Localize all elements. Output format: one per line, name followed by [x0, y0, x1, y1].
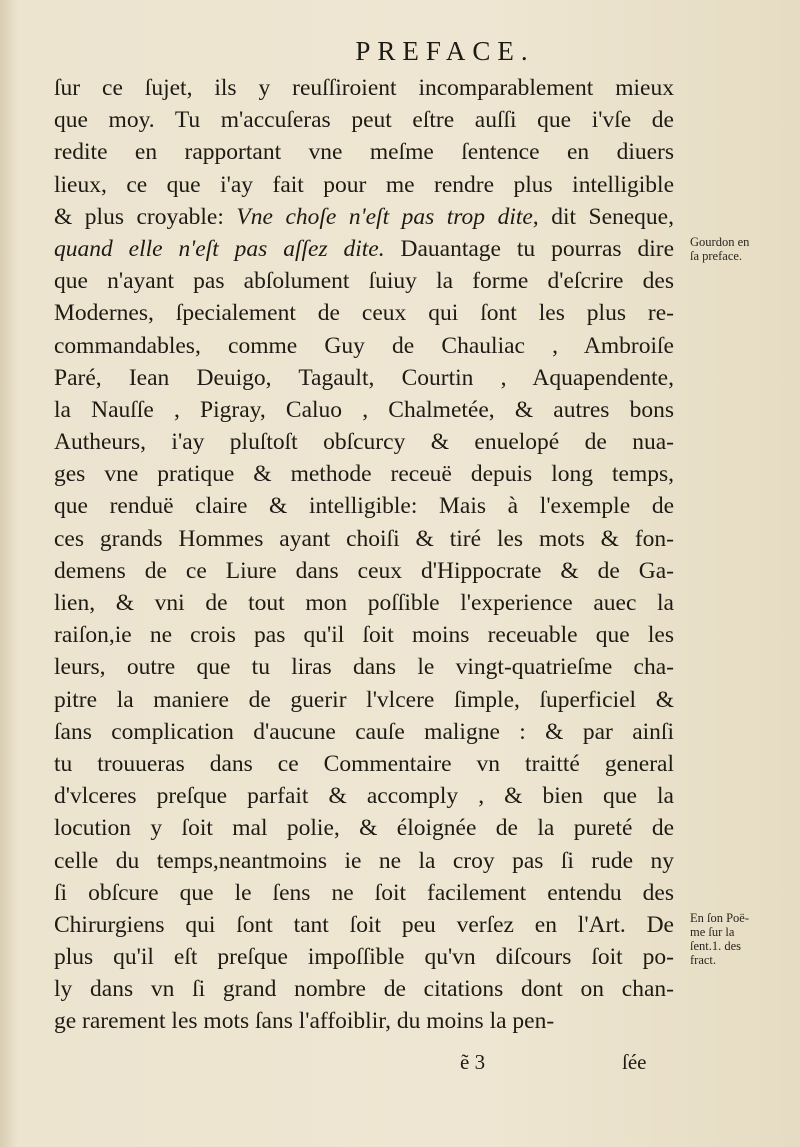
text-line: la Nauſſe , Pigray, Caluo , Chalmetée, & autres bons: [54, 396, 674, 423]
text-line: tu trouueras dans ce Commentaire vn traitté general: [54, 750, 674, 777]
text-line: Autheurs, i'ay pluſtoſt obſcurcy & enuelopé de nua-: [54, 429, 674, 456]
text-line: ſur ce ſujet, ils y reuſſiroient incomparablement mieux: [54, 75, 674, 101]
running-title: PREFACE.: [355, 36, 535, 66]
text-line: ges vne pratique & methode receuë depuis long temps,: [54, 461, 674, 488]
text-line: ge rarement les mots ſans l'affoiblir, du moins la pen-: [54, 1008, 555, 1035]
italic-quote: quand elle n'eſt pas aſſez dite.: [54, 235, 385, 262]
text-segment: & plus croyable:: [54, 203, 237, 230]
text-line: celle du temps,neantmoins ie ne la croy pas ſi rude ny: [54, 847, 674, 874]
text-line: commandables, comme Guy de Chauliac , Ambroiſe: [54, 332, 674, 359]
page-footer: [0, 1050, 800, 1080]
text-line: pitre la maniere de guerir l'vlcere ſimple, ſuperficiel &: [54, 686, 674, 713]
text-line: redite en rapportant vne meſme ſentence en diuers: [54, 139, 674, 166]
margin-note-line: Gourdon en: [690, 235, 750, 249]
text-line: Paré, Iean Deuigo, Tagault, Courtin , Aquapendente,: [54, 364, 674, 391]
margin-note-line: ſa preface.: [690, 249, 743, 263]
text-segment: Dauantage tu pourras dire: [384, 235, 674, 262]
text-line: [54, 201, 674, 233]
text-line: locution y ſoit mal polie, & éloignée de la pureté de: [54, 815, 674, 842]
catchword: ſée: [622, 1050, 647, 1074]
text-line: [54, 233, 674, 265]
text-line: lieux, ce que i'ay fait pour me rendre plus intelligible: [54, 171, 674, 198]
margin-note: [690, 235, 790, 263]
text-line: ſi obſcure que le ſens ne ſoit facilement entendu des: [54, 879, 674, 906]
text-line: que renduë claire & intelligible: Mais à l'exemple de: [54, 493, 674, 520]
page-header: [0, 36, 800, 67]
text-line: raiſon,ie ne crois pas qu'il ſoit moins receuable que les: [54, 622, 674, 649]
text-line: ſans complication d'aucune cauſe maligne : & par ainſi: [54, 718, 674, 745]
text-line: que moy. Tu m'accuſeras peut eſtre auſſi que i'vſe de: [54, 107, 674, 134]
text-line: que n'ayant pas abſolument ſuiuy la forme d'eſcrire des: [54, 268, 674, 295]
margin-note-line: fract.: [690, 953, 717, 968]
text-line: demens de ce Liure dans ceux d'Hippocrate & de Ga-: [54, 557, 674, 584]
margin-note-line: ſent.1. des: [690, 939, 742, 954]
text-line: lien, & vni de tout mon poſſible l'experience auec la: [54, 590, 674, 616]
text-line: ces grands Hommes ayant choiſi & tiré les mots & fon-: [54, 525, 674, 552]
signature-mark: ẽ 3: [460, 1050, 486, 1074]
text-line: d'vlceres preſque parfait & accomply , & bien que la: [54, 783, 674, 810]
text-line: ly dans vn ſi grand nombre de citations dont on chan-: [54, 976, 674, 1003]
margin-note-line: En ſon Poë-: [690, 911, 750, 926]
margin-note: [690, 911, 790, 967]
text-segment: dit Seneque,: [538, 203, 674, 230]
text-line: leurs, outre que tu liras dans le vingt-quatrieſme cha-: [54, 654, 674, 681]
body-text: [54, 72, 674, 1038]
italic-quote: Vne choſe n'eſt pas trop dite,: [236, 203, 539, 230]
text-line: Modernes, ſpecialement de ceux qui ſont les plus re-: [54, 300, 674, 327]
margin-note-line: me ſur la: [690, 925, 735, 940]
text-line: plus qu'il eſt preſque impoſſible qu'vn diſcours ſoit po-: [54, 944, 674, 971]
text-line: Chirurgiens qui ſont tant ſoit peu verſez en l'Art. De: [54, 911, 674, 938]
